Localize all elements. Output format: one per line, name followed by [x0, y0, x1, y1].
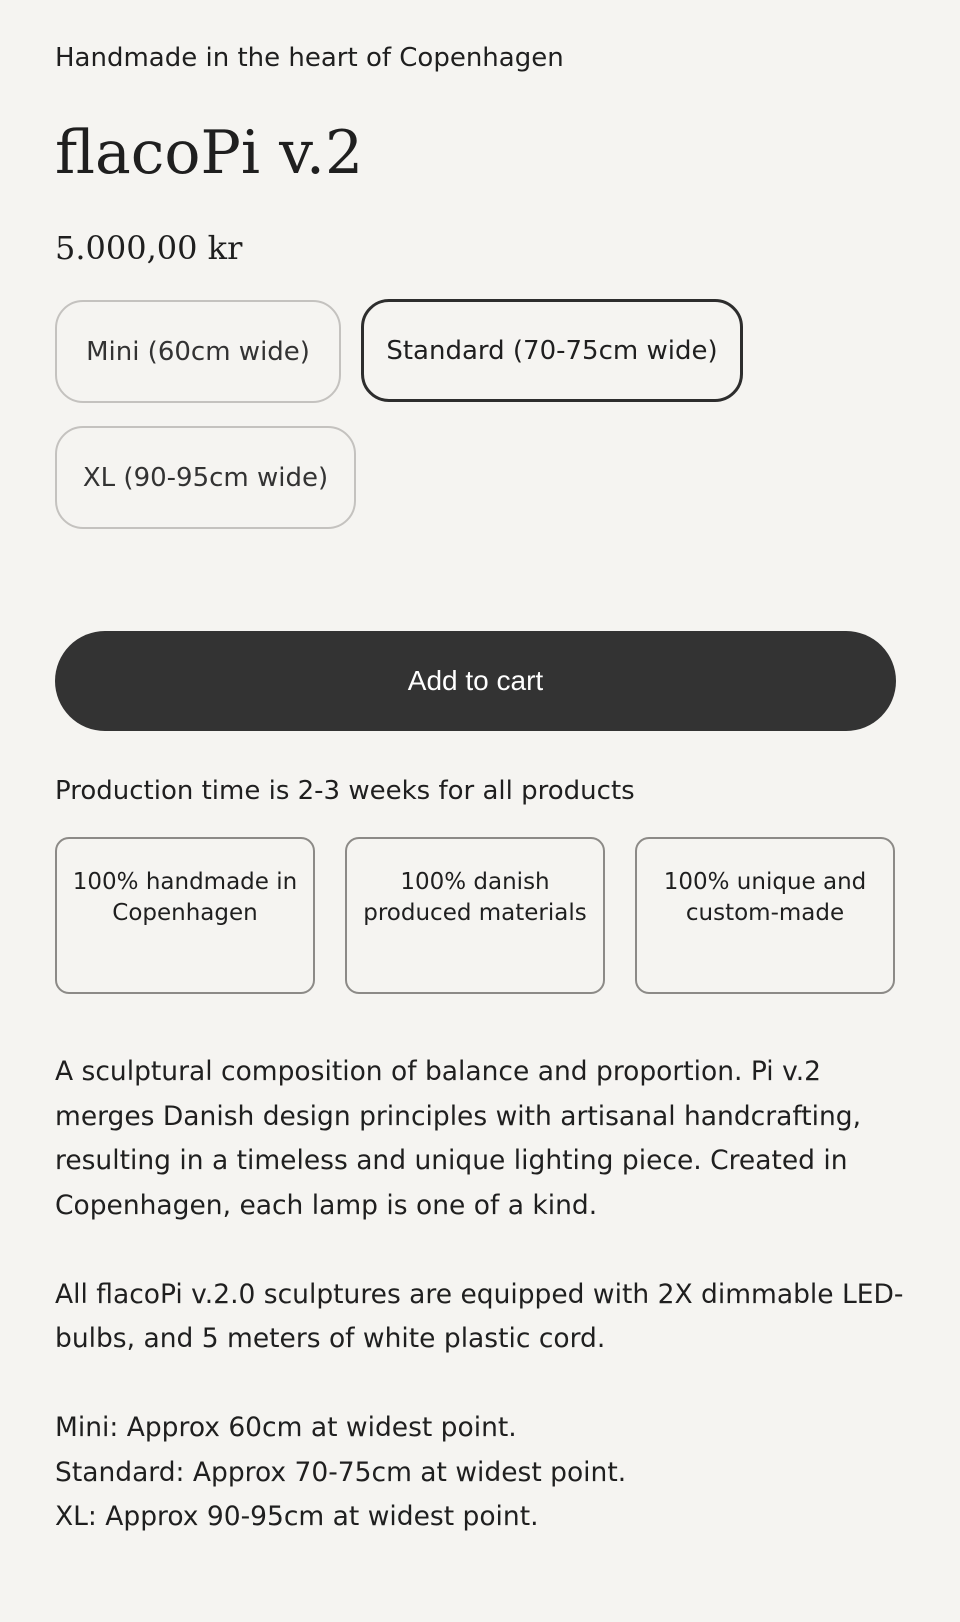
feature-card-handmade: 100% handmade in Copenhagen: [55, 837, 315, 994]
variant-standard-button[interactable]: Standard (70-75cm wide): [361, 299, 743, 402]
feature-card-materials: 100% danish produced materials: [345, 837, 605, 994]
spec-standard: Standard: Approx 70-75cm at widest point.: [55, 1456, 627, 1488]
product-title: flacoPi v.2: [55, 118, 364, 188]
variant-mini-button[interactable]: Mini (60cm wide): [55, 300, 341, 403]
product-description: [55, 1050, 915, 1540]
variant-xl-button[interactable]: XL (90-95cm wide): [55, 426, 356, 529]
product-kicker: Handmade in the heart of Copenhagen: [55, 43, 564, 73]
description-paragraph-intro: A sculptural composition of balance and proportion. Pi v.2 merges Danish design principles with artisanal handcrafting, resulting in a timeless and unique lighting piece. Created in Copenhagen, each lamp is one of a kind.: [55, 1056, 861, 1221]
size-specs: [55, 1406, 915, 1540]
spec-xl: XL: Approx 90-95cm at widest point.: [55, 1501, 539, 1532]
product-price: 5.000,00 kr: [55, 229, 243, 267]
description-paragraph-equipment: All flacoPi v.2.0 sculptures are equipped with 2X dimmable LED-bulbs, and 5 meters of white plastic cord.: [55, 1278, 904, 1354]
add-to-cart-button[interactable]: Add to cart: [55, 631, 896, 731]
production-time-note: Production time is 2-3 weeks for all products: [55, 776, 635, 806]
feature-card-unique: 100% unique and custom-made: [635, 837, 895, 994]
spec-mini: Mini: Approx 60cm at widest point.: [55, 1412, 517, 1443]
